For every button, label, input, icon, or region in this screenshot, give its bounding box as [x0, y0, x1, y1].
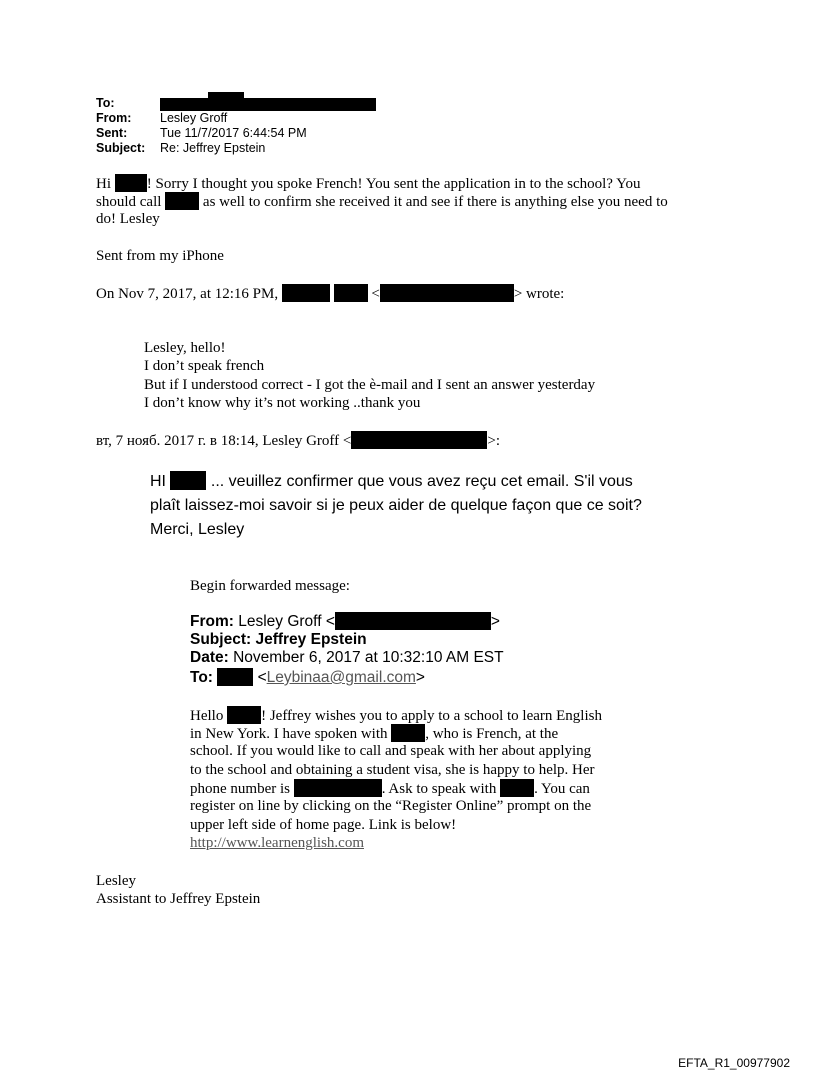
attribution-text: <: [367, 286, 380, 302]
quoted-line-1: Lesley, hello!: [144, 340, 226, 356]
forward-to: [190, 668, 425, 688]
forward-date: [190, 649, 504, 668]
french-line-1: [150, 470, 633, 494]
french-text: HI: [150, 473, 171, 490]
body-line-6: register on line by clicking on the “Register Online” prompt on the: [190, 798, 592, 814]
body-line-7: upper left side of home page. Link is below!: [190, 817, 457, 833]
forward-to-close: >: [415, 669, 425, 686]
email-link[interactable]: Leybinaa@gmail.com: [266, 669, 416, 686]
redaction: [217, 668, 253, 686]
forward-subject-value: Jeffrey Epstein: [251, 631, 367, 648]
redaction: [380, 284, 514, 302]
subject-value: Re: Jeffrey Epstein: [160, 141, 266, 155]
sent-value: Tue 11/7/2017 6:44:54 PM: [160, 126, 307, 140]
subject-row: [96, 141, 376, 156]
reply-line-2: [96, 192, 668, 212]
to-label: To:: [96, 96, 115, 110]
body-text: Hello: [190, 708, 228, 724]
document-id: EFTA_R1_00977902: [678, 1056, 790, 1070]
body-line-2: [190, 724, 558, 744]
forward-from-value: Lesley Groff <: [233, 613, 335, 630]
sent-label: Sent:: [96, 126, 128, 140]
forward-from-end: >: [490, 613, 500, 630]
quoted-line-3: But if I understood correct - I got the è-mail and I sent an answer yesterday: [144, 377, 596, 393]
redaction: [282, 284, 330, 302]
forward-from-label: From:: [190, 613, 234, 630]
redaction: [351, 431, 487, 449]
quoted-line-4: I don’t know why it’s not working ..thank you: [144, 395, 421, 411]
redaction: [115, 174, 147, 192]
sent-from-iphone: Sent from my iPhone: [96, 248, 224, 264]
closing-name: Lesley: [96, 873, 136, 889]
body-line-3: school. If you would like to call and speak with her about applying: [190, 743, 592, 759]
reply-text: should call: [96, 194, 166, 210]
forward-subject-label: Subject:: [190, 631, 252, 648]
attribution-text: > wrote:: [513, 286, 565, 302]
attribution-text: On Nov 7, 2017, at 12:16 PM,: [96, 286, 282, 302]
french-text: ... veuillez confirmer que vous avez reçu cet email. S'il vous: [206, 473, 633, 490]
reply-text: Hi: [96, 176, 115, 192]
reply-text: as well to confirm she received it and see if there is anything else you need to: [199, 194, 668, 210]
forward-intro: Begin forwarded message:: [190, 578, 350, 594]
redaction: [165, 192, 199, 210]
body-text: . Ask to speak with: [381, 781, 501, 797]
closing-title: Assistant to Jeffrey Epstein: [96, 891, 261, 907]
redaction: [294, 779, 382, 797]
redaction: [170, 471, 206, 490]
forward-subject: [190, 631, 367, 650]
quote-attribution: [96, 284, 564, 304]
body-text: . You can: [534, 781, 590, 797]
reply-line-1: [96, 174, 640, 194]
subject-label: Subject:: [96, 141, 146, 155]
body-line-4: to the school and obtaining a student visa, she is happy to help. Her: [190, 762, 595, 778]
forward-date-label: Date:: [190, 649, 229, 666]
forward-to-open: <: [253, 669, 267, 686]
to-redaction: [160, 96, 376, 111]
from-row: [96, 111, 376, 126]
reply-text: ! Sorry I thought you spoke French! You sent the application in to the school? You: [146, 176, 641, 192]
body-text: , who is French, at the: [425, 726, 559, 742]
body-text: ! Jeffrey wishes you to apply to a school to learn English: [261, 708, 602, 724]
redaction: [335, 612, 491, 630]
email-header: [96, 96, 376, 156]
quoted-line-2: I don’t speak french: [144, 358, 265, 374]
body-line-1: [190, 706, 602, 726]
attribution-text: вт, 7 нояб. 2017 г. в 18:14, Lesley Groff <: [96, 433, 352, 449]
redaction: [334, 284, 368, 302]
reply-line-3: do! Lesley: [96, 211, 160, 227]
body-text: in New York. I have spoken with: [190, 726, 392, 742]
redaction: [500, 779, 534, 797]
learnenglish-link[interactable]: http://www.learnenglish.com: [190, 835, 364, 851]
forward-to-label: To:: [190, 669, 213, 686]
body-line-5: [190, 779, 590, 799]
forward-date-value: November 6, 2017 at 10:32:10 AM EST: [228, 649, 504, 666]
from-value: Lesley Groff: [160, 111, 228, 125]
body-text: phone number is: [190, 781, 294, 797]
sent-row: [96, 126, 376, 141]
forward-from: [190, 612, 500, 632]
from-label: From:: [96, 111, 132, 125]
redaction: [391, 724, 425, 742]
french-line-2: plaît laissez-moi savoir si je peux aider de quelque façon que ce soit?: [150, 497, 642, 514]
to-row: [96, 96, 376, 111]
french-line-3: Merci, Lesley: [150, 521, 245, 538]
russian-attribution: [96, 431, 500, 451]
redaction: [227, 706, 261, 724]
attribution-text: >:: [487, 433, 500, 449]
